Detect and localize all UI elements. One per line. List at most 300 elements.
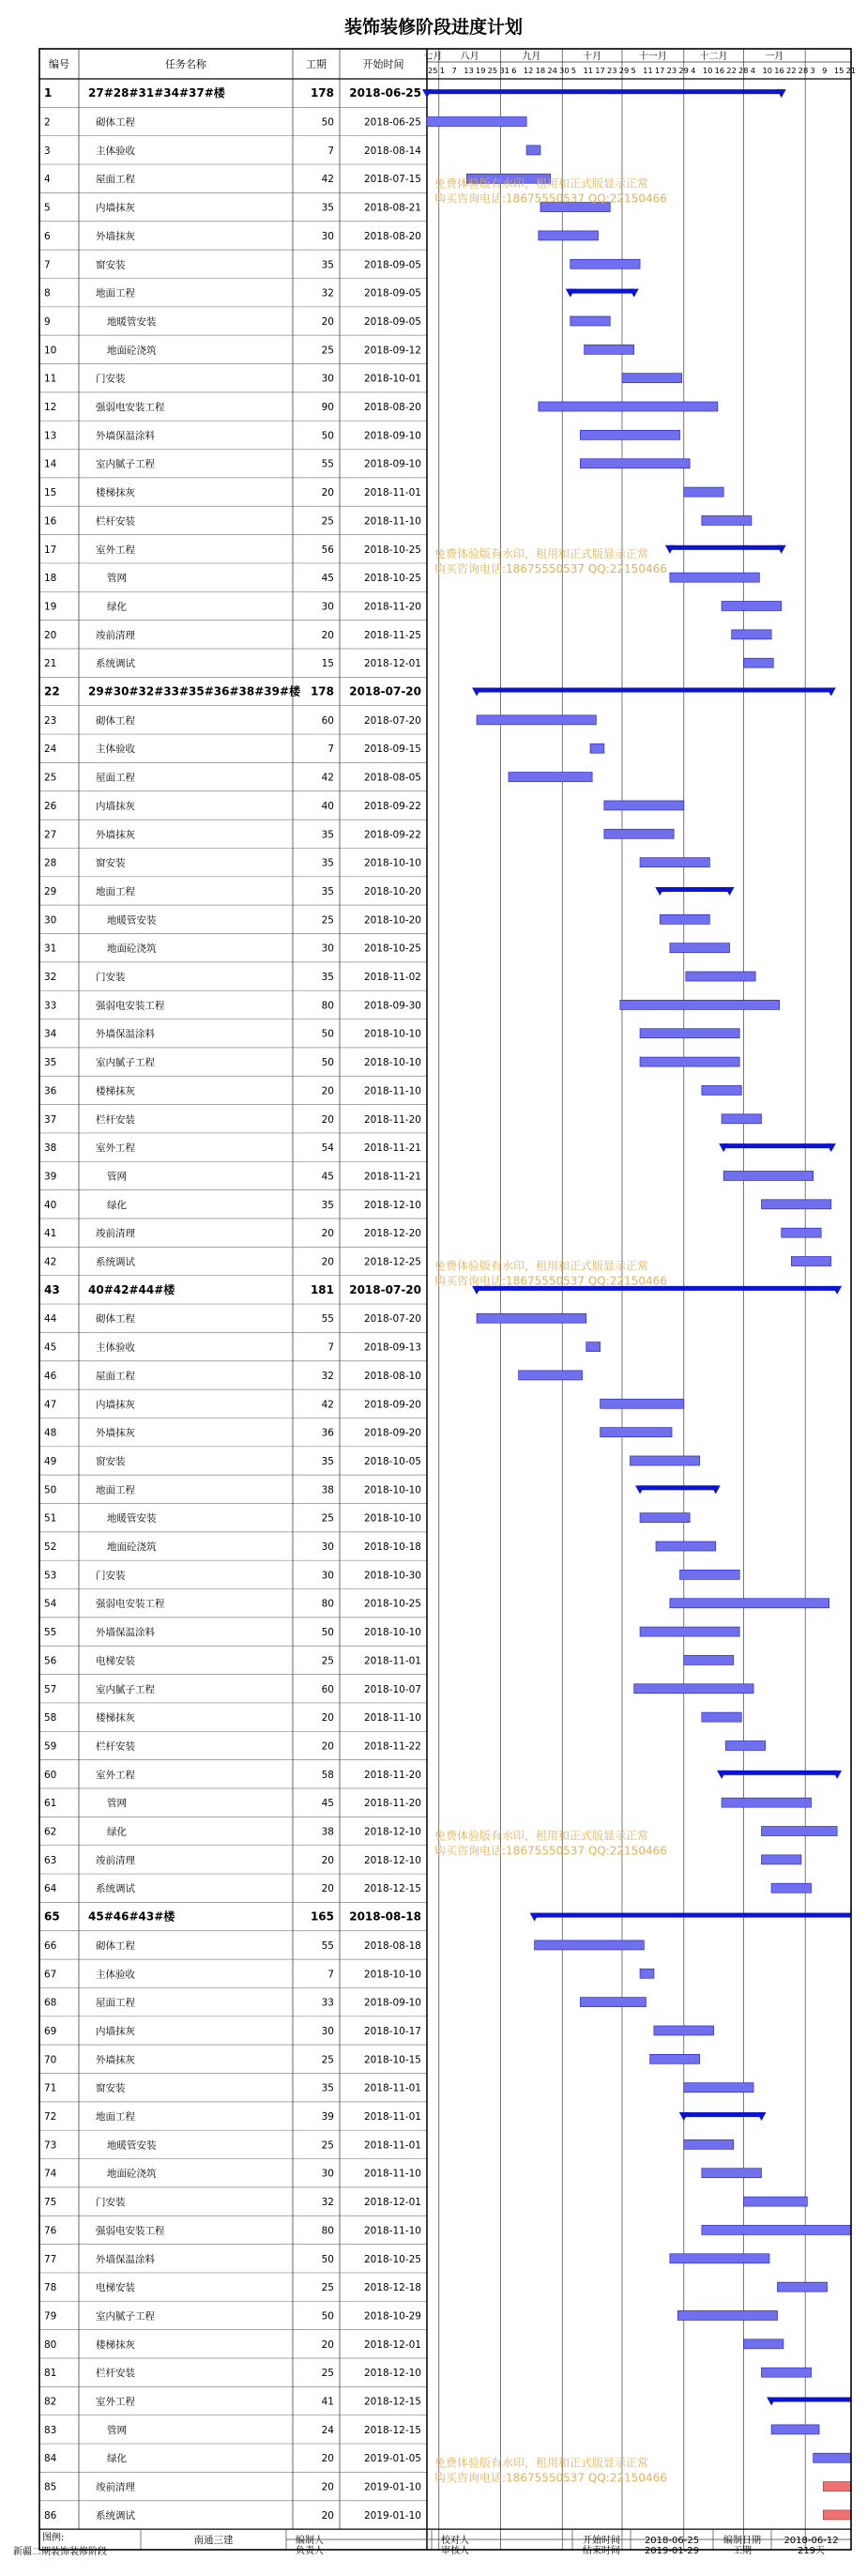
day-tick-29: 16 [774, 66, 784, 75]
task-dur-67: 7 [327, 1969, 334, 1981]
task-num-75: 75 [44, 2197, 57, 2209]
watermark-line1-4: 免费体验版有水印，租用和正式版显示正常 [434, 2456, 649, 2470]
task-start-33: 2018-09-30 [363, 1000, 421, 1012]
task-dur-28: 35 [321, 857, 334, 869]
day-tick-33: 9 [822, 66, 828, 75]
task-num-71: 71 [44, 2082, 57, 2094]
task-num-52: 52 [44, 1541, 57, 1554]
task-dur-14: 55 [321, 458, 334, 470]
task-dur-75: 32 [321, 2197, 334, 2209]
task-num-46: 46 [44, 1370, 57, 1382]
task-bar-66 [535, 1940, 645, 1950]
task-name-64: 系统调试 [96, 1883, 135, 1895]
watermark-line2-3: 购买咨询电话:18675550537 QQ:22150466 [434, 1844, 667, 1858]
task-name-68: 屋面工程 [96, 1997, 135, 2009]
task-start-74: 2018-11-10 [363, 2168, 421, 2180]
task-bar-21 [743, 658, 773, 667]
task-bar-36 [702, 1085, 741, 1095]
task-num-5: 5 [44, 202, 51, 214]
task-num-55: 55 [44, 1627, 57, 1639]
day-tick-8: 12 [523, 66, 534, 75]
day-tick-1: 1 [439, 66, 446, 75]
task-dur-36: 20 [321, 1085, 334, 1097]
task-bar-37 [722, 1114, 761, 1124]
task-start-12: 2018-08-20 [363, 402, 421, 414]
task-start-52: 2018-10-18 [363, 1541, 421, 1554]
task-dur-73: 25 [321, 2139, 334, 2152]
task-dur-79: 50 [321, 2310, 334, 2323]
task-start-29: 2018-10-20 [363, 885, 421, 897]
task-bar-24 [590, 744, 604, 753]
day-tick-17: 5 [631, 66, 636, 75]
task-start-24: 2018-09-15 [363, 744, 421, 756]
task-num-35: 35 [44, 1057, 57, 1069]
task-num-11: 11 [44, 373, 57, 385]
task-name-23: 砌体工程 [96, 714, 135, 727]
task-name-66: 砌体工程 [96, 1940, 135, 1952]
duration-label: 工期 [733, 2546, 752, 2557]
task-start-49: 2018-10-05 [363, 1455, 421, 1467]
task-bar-12 [539, 402, 718, 411]
task-name-17: 室外工程 [96, 544, 135, 556]
task-start-41: 2018-12-20 [363, 1228, 421, 1240]
task-dur-11: 30 [321, 373, 334, 385]
task-start-31: 2018-10-25 [363, 943, 421, 955]
task-num-13: 13 [44, 430, 57, 442]
task-num-65: 65 [44, 1909, 60, 1924]
task-dur-64: 20 [321, 1883, 334, 1895]
task-start-71: 2018-11-01 [363, 2082, 421, 2094]
task-dur-16: 25 [321, 515, 334, 528]
task-num-37: 37 [44, 1113, 57, 1126]
task-dur-40: 35 [321, 1199, 334, 1211]
task-dur-22: 178 [310, 684, 334, 698]
task-dur-10: 25 [321, 345, 334, 357]
task-start-26: 2018-09-22 [363, 800, 421, 812]
task-name-15: 楼梯抹灰 [96, 487, 135, 499]
task-bar-80 [743, 2339, 783, 2349]
task-start-70: 2018-10-15 [363, 2054, 421, 2066]
task-start-17: 2018-10-25 [363, 544, 421, 556]
day-tick-19: 17 [654, 66, 665, 75]
task-name-43: 40#42#44#楼 [88, 1282, 175, 1296]
task-bar-7 [570, 259, 640, 268]
task-dur-39: 45 [321, 1171, 334, 1183]
summary-bar-50 [640, 1485, 716, 1490]
task-bar-28 [640, 858, 709, 867]
duration-value: 219天 [797, 2546, 826, 2557]
task-name-44: 砌体工程 [96, 1313, 135, 1326]
task-num-85: 85 [44, 2481, 57, 2493]
task-dur-4: 42 [321, 174, 334, 186]
task-name-47: 内墙抹灰 [96, 1399, 135, 1411]
task-name-14: 室内腻子工程 [96, 458, 155, 470]
task-bar-35 [640, 1057, 739, 1066]
month-label-3: 十月 [583, 52, 602, 62]
task-num-7: 7 [44, 259, 51, 271]
task-start-3: 2018-08-14 [363, 145, 421, 157]
task-name-25: 屋面工程 [96, 772, 135, 784]
task-num-36: 36 [44, 1085, 57, 1097]
company-name: 南通三建 [193, 2535, 234, 2547]
day-tick-15: 23 [606, 66, 617, 75]
task-num-49: 49 [44, 1455, 57, 1467]
task-bar-58 [702, 1712, 741, 1722]
task-start-47: 2018-09-20 [363, 1399, 421, 1411]
day-tick-18: 11 [643, 66, 653, 75]
task-name-58: 楼梯抹灰 [96, 1712, 135, 1725]
task-bar-62 [762, 1827, 838, 1836]
task-start-38: 2018-11-21 [363, 1142, 421, 1155]
task-name-62: 绿化 [107, 1826, 127, 1838]
month-label-6: 一月 [765, 52, 784, 62]
task-start-57: 2018-10-07 [363, 1683, 421, 1695]
task-dur-62: 38 [321, 1826, 334, 1838]
task-name-75: 门安装 [96, 2197, 126, 2209]
day-tick-31: 28 [798, 66, 809, 75]
task-name-19: 绿化 [107, 601, 127, 613]
task-num-67: 67 [44, 1969, 57, 1981]
task-start-54: 2018-10-25 [363, 1598, 421, 1610]
task-dur-43: 181 [310, 1282, 334, 1296]
task-dur-77: 50 [321, 2253, 334, 2265]
task-name-59: 栏杆安装 [96, 1740, 135, 1753]
watermark-line1-3: 免费体验版有水印，租用和正式版显示正常 [434, 1829, 649, 1843]
task-dur-46: 32 [321, 1370, 334, 1382]
task-bar-48 [601, 1428, 672, 1437]
task-start-63: 2018-12-10 [363, 1854, 421, 1866]
task-name-6: 外墙抹灰 [96, 230, 135, 242]
task-bar-75 [743, 2197, 807, 2206]
task-name-72: 地面工程 [96, 2111, 135, 2124]
task-dur-61: 45 [321, 1798, 334, 1810]
date-value: 2018-06-12 [783, 2536, 839, 2547]
task-num-21: 21 [44, 658, 57, 670]
task-dur-31: 30 [321, 943, 334, 955]
task-name-11: 门安装 [96, 373, 126, 385]
task-start-82: 2018-12-15 [363, 2396, 421, 2408]
task-name-61: 管网 [107, 1798, 127, 1810]
task-dur-60: 58 [321, 1769, 334, 1781]
task-num-53: 53 [44, 1570, 57, 1582]
task-name-32: 门安装 [96, 972, 126, 984]
task-name-28: 窗安装 [96, 857, 126, 869]
task-bar-23 [477, 715, 596, 725]
task-bar-79 [677, 2310, 777, 2320]
task-start-78: 2018-12-18 [363, 2282, 421, 2294]
task-name-67: 主体验收 [96, 1969, 135, 1981]
task-dur-2: 50 [321, 116, 334, 129]
task-bar-46 [519, 1371, 583, 1380]
task-num-6: 6 [44, 230, 51, 242]
task-dur-20: 20 [321, 629, 334, 641]
task-name-52: 地面砼浇筑 [107, 1541, 157, 1554]
task-bar-3 [526, 146, 540, 155]
task-num-31: 31 [44, 943, 57, 955]
task-num-69: 69 [44, 2025, 57, 2037]
day-tick-34: 15 [833, 66, 844, 75]
task-dur-72: 39 [321, 2111, 334, 2124]
day-tick-12: 5 [570, 66, 577, 75]
task-bar-63 [762, 1855, 801, 1864]
task-bar-39 [723, 1171, 813, 1180]
task-dur-44: 55 [321, 1313, 334, 1326]
task-name-83: 管网 [107, 2424, 127, 2436]
task-start-68: 2018-09-10 [363, 1997, 421, 2009]
task-num-3: 3 [44, 145, 51, 157]
task-name-86: 系统调试 [96, 2509, 135, 2522]
task-start-23: 2018-07-20 [363, 714, 421, 727]
task-dur-17: 56 [321, 544, 334, 556]
task-start-21: 2018-12-01 [363, 658, 421, 670]
task-start-61: 2018-11-20 [363, 1798, 421, 1810]
task-bar-31 [670, 943, 730, 953]
task-name-1: 27#28#31#34#37#楼 [88, 86, 225, 100]
task-name-71: 窗安装 [96, 2082, 126, 2094]
task-num-82: 82 [44, 2396, 57, 2408]
task-start-5: 2018-08-21 [363, 202, 421, 214]
task-bar-30 [660, 914, 709, 924]
task-num-26: 26 [44, 800, 57, 812]
task-dur-21: 15 [321, 658, 334, 670]
task-num-2: 2 [44, 116, 51, 129]
day-tick-23: 10 [702, 66, 713, 75]
watermark-line1-0: 免费体验版有水印，租用和正式版显示正常 [434, 176, 649, 191]
task-start-51: 2018-10-10 [363, 1512, 421, 1525]
task-name-16: 栏杆安装 [96, 515, 135, 528]
task-dur-23: 60 [321, 714, 334, 727]
task-dur-35: 50 [321, 1057, 334, 1069]
day-tick-4: 19 [475, 66, 486, 75]
task-num-76: 76 [44, 2225, 57, 2237]
task-bar-49 [630, 1456, 699, 1465]
task-dur-78: 25 [321, 2282, 334, 2294]
summary-bar-22 [477, 688, 831, 693]
task-dur-13: 50 [321, 430, 334, 442]
task-start-77: 2018-10-25 [363, 2253, 421, 2265]
task-bar-85 [823, 2482, 851, 2492]
task-num-86: 86 [44, 2509, 57, 2522]
task-dur-30: 25 [321, 914, 334, 927]
task-start-80: 2018-12-01 [363, 2338, 421, 2351]
task-name-39: 管网 [107, 1171, 127, 1183]
task-name-54: 强弱电安装工程 [96, 1598, 165, 1610]
task-start-55: 2018-10-10 [363, 1627, 421, 1639]
month-label-4: 十一月 [638, 52, 667, 62]
task-name-18: 管网 [107, 573, 127, 585]
task-bar-6 [539, 231, 599, 240]
task-start-42: 2018-12-25 [363, 1256, 421, 1268]
day-tick-24: 16 [714, 66, 725, 75]
day-tick-5: 25 [487, 66, 498, 75]
task-dur-66: 55 [321, 1940, 334, 1952]
task-start-81: 2018-12-10 [363, 2368, 421, 2380]
legend-label: 图例: [42, 2533, 65, 2544]
task-bar-9 [570, 316, 610, 326]
task-name-35: 室内腻子工程 [96, 1057, 155, 1069]
watermark-line2-4: 购买咨询电话:18675550537 QQ:22150466 [434, 2471, 667, 2485]
approver-label: 审核人 [441, 2546, 469, 2557]
task-num-68: 68 [44, 1997, 57, 2009]
task-dur-56: 25 [321, 1655, 334, 1667]
task-bar-61 [722, 1798, 811, 1807]
task-bar-53 [680, 1570, 740, 1579]
summary-bar-8 [570, 289, 634, 294]
task-dur-34: 50 [321, 1028, 334, 1040]
task-num-48: 48 [44, 1427, 57, 1439]
task-start-20: 2018-11-25 [363, 629, 421, 641]
task-name-57: 室内腻子工程 [96, 1683, 155, 1695]
task-name-55: 外墙保温涂料 [96, 1627, 155, 1639]
task-num-14: 14 [44, 458, 57, 470]
task-dur-53: 30 [321, 1570, 334, 1582]
task-name-82: 室外工程 [96, 2396, 135, 2408]
task-dur-86: 20 [321, 2509, 334, 2522]
task-bar-57 [634, 1684, 753, 1694]
task-dur-6: 30 [321, 230, 334, 242]
task-bar-32 [686, 972, 755, 981]
task-start-69: 2018-10-17 [363, 2025, 421, 2037]
task-bar-54 [670, 1599, 829, 1608]
task-name-49: 窗安装 [96, 1455, 126, 1467]
task-dur-12: 90 [321, 402, 334, 414]
task-name-22: 29#30#32#33#35#36#38#39#楼 [88, 684, 301, 698]
day-tick-3: 13 [464, 66, 474, 75]
task-bar-47 [601, 1399, 684, 1408]
task-name-29: 地面工程 [96, 885, 135, 897]
task-name-63: 竣前清理 [96, 1854, 135, 1866]
day-tick-16: 29 [618, 66, 630, 75]
task-start-85: 2019-01-10 [363, 2481, 421, 2493]
task-bar-45 [586, 1342, 601, 1352]
summary-bar-38 [723, 1143, 831, 1148]
task-name-76: 强弱电安装工程 [96, 2225, 165, 2237]
task-name-60: 室外工程 [96, 1769, 135, 1781]
summary-bar-17 [670, 545, 782, 550]
date-label: 编制日期 [723, 2536, 761, 2547]
task-num-29: 29 [44, 885, 57, 897]
task-start-30: 2018-10-20 [363, 914, 421, 927]
task-start-35: 2018-10-10 [363, 1057, 421, 1069]
owner-label: 负责人 [296, 2546, 324, 2557]
task-num-27: 27 [44, 829, 57, 841]
task-bar-52 [656, 1541, 716, 1551]
task-bar-25 [509, 773, 592, 782]
task-num-80: 80 [44, 2338, 57, 2351]
task-dur-52: 30 [321, 1541, 334, 1554]
task-dur-38: 54 [321, 1142, 334, 1155]
task-bar-84 [814, 2453, 851, 2462]
task-dur-85: 20 [321, 2481, 334, 2493]
task-dur-37: 20 [321, 1113, 334, 1126]
task-start-16: 2018-11-10 [363, 515, 421, 528]
task-start-67: 2018-10-10 [363, 1969, 421, 1981]
task-start-75: 2018-12-01 [363, 2197, 421, 2209]
task-num-12: 12 [44, 402, 57, 414]
month-label-0: 七月 [423, 52, 443, 62]
task-start-34: 2018-10-10 [363, 1028, 421, 1040]
task-dur-51: 25 [321, 1512, 334, 1525]
project-name: 新疆二期装饰装修阶段 [13, 2547, 107, 2558]
day-tick-9: 18 [535, 66, 546, 75]
watermark-line2-2: 购买咨询电话:18675550537 QQ:22150466 [434, 1274, 667, 1288]
day-tick-20: 23 [666, 66, 677, 75]
task-dur-82: 41 [321, 2396, 334, 2408]
task-name-21: 系统调试 [96, 658, 135, 670]
task-num-78: 78 [44, 2282, 57, 2294]
task-num-25: 25 [44, 772, 57, 784]
month-label-1: 八月 [460, 52, 479, 62]
task-dur-76: 80 [321, 2225, 334, 2237]
task-bar-81 [762, 2368, 812, 2377]
task-dur-8: 32 [321, 287, 334, 299]
task-num-63: 63 [44, 1854, 57, 1866]
task-name-13: 外墙保温涂料 [96, 430, 155, 442]
task-start-7: 2018-09-05 [363, 259, 421, 271]
task-name-9: 地暖管安装 [107, 315, 157, 328]
task-num-1: 1 [44, 86, 53, 100]
task-num-19: 19 [44, 601, 57, 613]
day-tick-11: 30 [559, 66, 570, 75]
task-name-78: 电梯安装 [96, 2282, 135, 2294]
task-dur-18: 45 [321, 573, 334, 585]
summary-bar-72 [684, 2112, 762, 2117]
task-start-50: 2018-10-10 [363, 1484, 421, 1496]
task-start-39: 2018-11-21 [363, 1171, 421, 1183]
task-num-39: 39 [44, 1171, 57, 1183]
task-name-31: 地面砼浇筑 [107, 943, 157, 955]
task-bar-73 [684, 2139, 734, 2149]
task-bar-20 [732, 630, 771, 639]
task-dur-42: 20 [321, 1256, 334, 1268]
task-start-62: 2018-12-10 [363, 1826, 421, 1838]
start-value: 2018-06-25 [644, 2536, 700, 2547]
task-name-40: 绿化 [107, 1199, 127, 1211]
task-dur-84: 20 [321, 2453, 334, 2465]
task-dur-25: 42 [321, 772, 334, 784]
task-name-50: 地面工程 [96, 1484, 135, 1496]
task-num-72: 72 [44, 2111, 57, 2124]
task-bar-15 [684, 487, 723, 497]
task-name-34: 外墙保温涂料 [96, 1028, 155, 1040]
task-dur-15: 20 [321, 487, 334, 499]
day-tick-6: 31 [499, 66, 510, 75]
day-tick-2: 7 [451, 66, 457, 75]
task-dur-58: 20 [321, 1712, 334, 1725]
day-tick-10: 24 [547, 66, 557, 75]
task-start-48: 2018-09-20 [363, 1427, 421, 1439]
day-tick-7: 6 [511, 66, 517, 75]
task-dur-3: 7 [327, 145, 334, 157]
month-label-2: 九月 [522, 52, 541, 62]
task-name-27: 外墙抹灰 [96, 829, 135, 841]
task-start-59: 2018-11-22 [363, 1740, 421, 1753]
task-start-66: 2018-08-18 [363, 1940, 421, 1952]
task-start-36: 2018-11-10 [363, 1085, 421, 1097]
task-start-25: 2018-08-05 [363, 772, 421, 784]
task-bar-59 [725, 1740, 765, 1750]
task-start-19: 2018-11-20 [363, 601, 421, 613]
task-num-59: 59 [44, 1740, 57, 1753]
task-dur-9: 20 [321, 315, 334, 328]
task-start-60: 2018-11-20 [363, 1769, 421, 1781]
task-bar-76 [702, 2225, 851, 2234]
task-name-45: 主体验收 [96, 1342, 135, 1354]
task-start-53: 2018-10-30 [363, 1570, 421, 1582]
task-num-83: 83 [44, 2424, 57, 2436]
task-bar-51 [640, 1513, 690, 1523]
task-dur-24: 7 [327, 744, 334, 756]
